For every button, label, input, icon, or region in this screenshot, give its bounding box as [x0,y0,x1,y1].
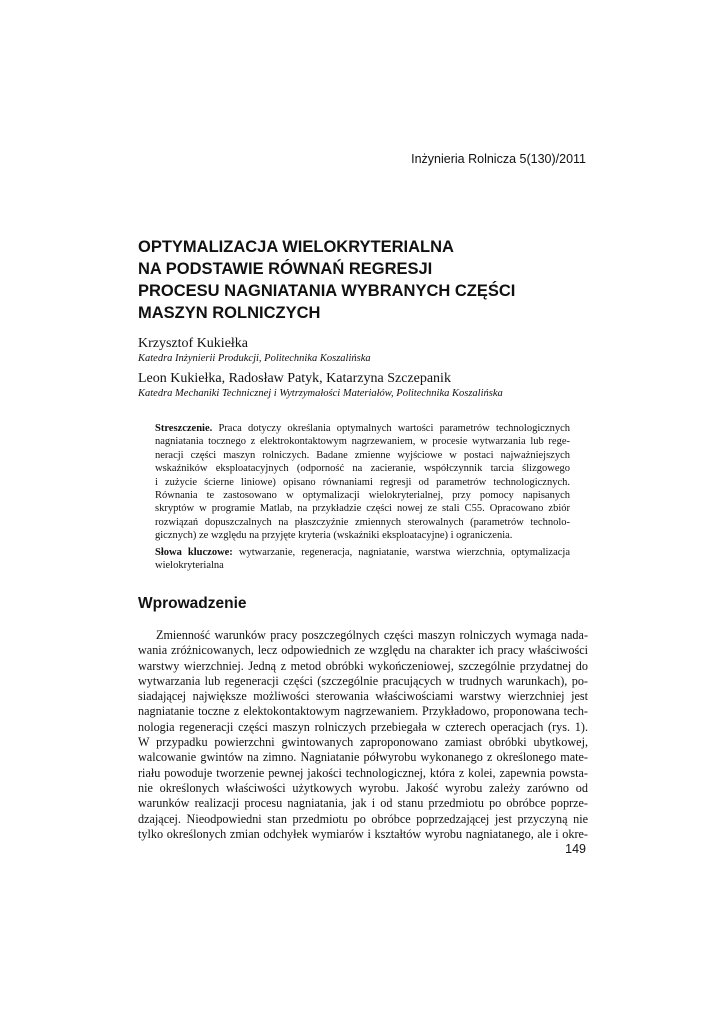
abstract-line: rozwiązań dopuszczalnych na płaszczyźnie zmiennych sterowalnych (parametrów technolo- [155,516,570,528]
body-line: siadającej największe możliwości sterowania właściwościami warstwy wierzchniej jest [138,689,588,704]
author-names-2: Leon Kukiełka, Radosław Patyk, Katarzyna Szczepanik [138,371,451,386]
body-line: dzającej. Nieodpowiedni stan przedmiotu po obróbce poprzedzającej jest przyczyną nie [138,811,588,826]
page-number: 149 [565,842,586,856]
abstract-line: i zużycie ścierne liniowe) opisano równaniami regresji od parametrów technologicznych. [155,476,570,488]
keywords-text: wytwarzanie, regeneracja, nagniatanie, warstwa wierzchnia, optymalizacja [232,547,570,558]
abstract [155,422,570,543]
keywords-line: wielokryterialna [155,560,224,572]
author-names-1: Krzysztof Kukiełka [138,336,249,351]
abstract-line: Równania te zastosowano w optymalizacji wielokryterialnej, przy pomocy napisanych [155,489,570,501]
body-line: W przypadku powierzchni gwintowanych zaproponowano zamiast obróbki ubytkowej, [138,735,588,750]
body-line: nie określonych właściwości użytkowych wyrobu. Jakość wyrobu zależy zarówno od [138,780,588,795]
abstract-line: skryptów w programie Matlab, na przykładzie części nowej ze stali C55. Opracowano zbiór [155,503,570,515]
title-line: MASZYN ROLNICZYCH [138,304,321,322]
body-line: Zmienność warunków pracy poszczególnych części maszyn rolniczych wymaga nada- [156,628,588,642]
body-line: riału powoduje tworzenie pewnej jakości technologicznej, która z kolei, zapewnia powsta- [138,765,588,780]
abstract-line: wskaźników eksploatacyjnych (odporność na zacieranie, współczynnik tarcia ślizgowego [155,463,570,475]
body-line: warunków realizacji procesu nagniatania, jak i od stanu przedmiotu po obróbce poprze- [138,796,588,811]
title-line: OPTYMALIZACJA WIELOKRYTERIALNA [138,238,454,256]
abstract-line: nagniatania tocznego z elektrokontaktowym nagrzewaniem, w procesie wytwarzania lub rege- [155,436,570,448]
abstract-line: gicznych) ze względu na przyjęte kryteria (wskaźniki eksploatacyjne) i ograniczenia. [155,530,513,542]
author-affiliation-1: Katedra Inżynierii Produkcji, Politechnika Koszalińska [138,353,371,364]
abstract-text: Praca dotyczy określania optymalnych wartości parametrów technologicznych [212,423,570,434]
abstract-label: Streszczenie. [155,423,213,434]
author-affiliation-2: Katedra Mechaniki Technicznej i Wytrzymałości Materiałów, Politechnika Koszalińska [138,388,503,399]
body-line: nagniatanie toczne z elektokontaktowym nagrzewaniem. Przykładowo, proponowana tech- [138,704,588,719]
keywords-line [155,546,570,559]
abstract-line [155,422,570,435]
body-line: nologia regeneracji części maszyn rolniczych przebiegała w czterech operacjach (rys. 1). [138,719,588,734]
body-line: walcowanie gwintów na zimno. Nagniatanie półwyrobu wykonanego z określonego mate- [138,750,588,765]
title-line: PROCESU NAGNIATANIA WYBRANYCH CZĘŚCI [138,282,516,300]
journal-header: Inżynieria Rolnicza 5(130)/2011 [411,152,586,166]
abstract-line: neracji części maszyn rolniczych. Badane zmienne wyjściowe w postaci najważniejszych [155,449,570,461]
body-line: warstwy wierzchniej. Jedną z metod obróbki wykończeniowej, szczególnie przydatnej do [138,658,588,673]
body-line: tylko określonych zmian odchyłek wymiarów i kształtów wyrobu nagniatanego, ale i okre- [138,826,588,841]
body-line: wania zróżnicowanych, lecz odpowiednich ze względu na charakter ich pracy właściwości [138,643,588,658]
section-heading: Wprowadzenie [138,595,247,612]
keywords-label: Słowa kluczowe: [155,547,233,558]
body-text [138,628,588,842]
body-line: wytwarzania lub regeneracji części (szczególnie pracujących w trudnych warunkach), po- [138,673,588,688]
title-line: NA PODSTAWIE RÓWNAŃ REGRESJI [138,260,433,278]
keywords [155,546,570,573]
paper-title [138,236,588,324]
